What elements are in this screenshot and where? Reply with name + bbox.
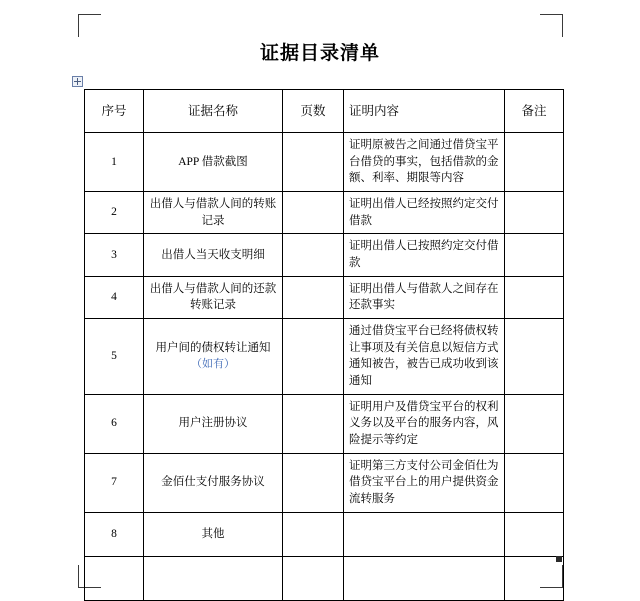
cell-pages	[283, 556, 344, 600]
cell-name-note: （如有）	[191, 357, 235, 370]
cell-note	[505, 192, 564, 234]
cell-pages	[283, 512, 344, 556]
cell-name	[144, 319, 283, 395]
cell-no: 7	[85, 453, 144, 512]
cell-proof: 证明第三方支付公司金佰仕为借贷宝平台上的用户提供资金流转服务	[344, 453, 505, 512]
cell-proof	[344, 512, 505, 556]
cell-proof: 证明用户及借贷宝平台的权利义务以及平台的服务内容，风险提示等约定	[344, 394, 505, 453]
cell-no: 4	[85, 276, 144, 318]
table-move-handle-icon[interactable]	[72, 76, 83, 87]
cell-pages	[283, 234, 344, 276]
cell-proof: 证明出借人已经按照约定交付借款	[344, 192, 505, 234]
table-row	[85, 234, 564, 276]
table-row	[85, 556, 564, 600]
cell-proof: 通过借贷宝平台已经将债权转让事项及有关信息以短信方式通知被告，被告已成功收到该通知	[344, 319, 505, 395]
cell-name: 出借人当天收支明细	[144, 234, 283, 276]
column-header-note: 备注	[505, 90, 564, 133]
cell-no: 6	[85, 394, 144, 453]
cell-pages	[283, 394, 344, 453]
table-row	[85, 319, 564, 395]
cell-name: APP 借款截图	[144, 133, 283, 192]
cell-note	[505, 234, 564, 276]
cell-proof: 证明出借人已按照约定交付借款	[344, 234, 505, 276]
cell-no: 2	[85, 192, 144, 234]
column-header-proof: 证明内容	[344, 90, 505, 133]
column-header-name: 证据名称	[144, 90, 283, 133]
cell-pages	[283, 453, 344, 512]
cell-note	[505, 319, 564, 395]
table-row	[85, 453, 564, 512]
cell-name: 出借人与借款人间的还款转账记录	[144, 276, 283, 318]
cell-note	[505, 512, 564, 556]
cell-name: 出借人与借款人间的转账记录	[144, 192, 283, 234]
cell-name: 其他	[144, 512, 283, 556]
cell-no: 8	[85, 512, 144, 556]
column-header-no: 序号	[85, 90, 144, 133]
evidence-table	[84, 89, 564, 601]
cell-name: 金佰仕支付服务协议	[144, 453, 283, 512]
cell-proof	[344, 556, 505, 600]
cell-pages	[283, 133, 344, 192]
cell-name-main: 用户间的债权转让通知	[155, 342, 271, 355]
crop-mark-top-right	[540, 14, 563, 37]
table-row	[85, 394, 564, 453]
crop-mark-top-left	[78, 14, 101, 37]
table-row	[85, 192, 564, 234]
table-header-row	[85, 90, 564, 133]
cell-note	[505, 453, 564, 512]
cell-name	[144, 556, 283, 600]
table-row	[85, 276, 564, 318]
cell-pages	[283, 192, 344, 234]
column-header-pages: 页数	[283, 90, 344, 133]
cell-no: 5	[85, 319, 144, 395]
cell-no: 1	[85, 133, 144, 192]
page-title: 证据目录清单	[259, 43, 380, 64]
cell-note	[505, 556, 564, 600]
cell-no: 3	[85, 234, 144, 276]
cell-pages	[283, 276, 344, 318]
cell-name: 用户注册协议	[144, 394, 283, 453]
cell-note	[505, 276, 564, 318]
cell-no	[85, 556, 144, 600]
cell-note	[505, 133, 564, 192]
cell-proof: 证明原被告之间通过借贷宝平台借贷的事实，包括借款的金额、利率、期限等内容	[344, 133, 505, 192]
table-row	[85, 133, 564, 192]
cell-proof: 证明出借人与借款人之间存在还款事实	[344, 276, 505, 318]
table-row	[85, 512, 564, 556]
page-edge-marker	[556, 556, 562, 562]
cell-pages	[283, 319, 344, 395]
cell-note	[505, 394, 564, 453]
